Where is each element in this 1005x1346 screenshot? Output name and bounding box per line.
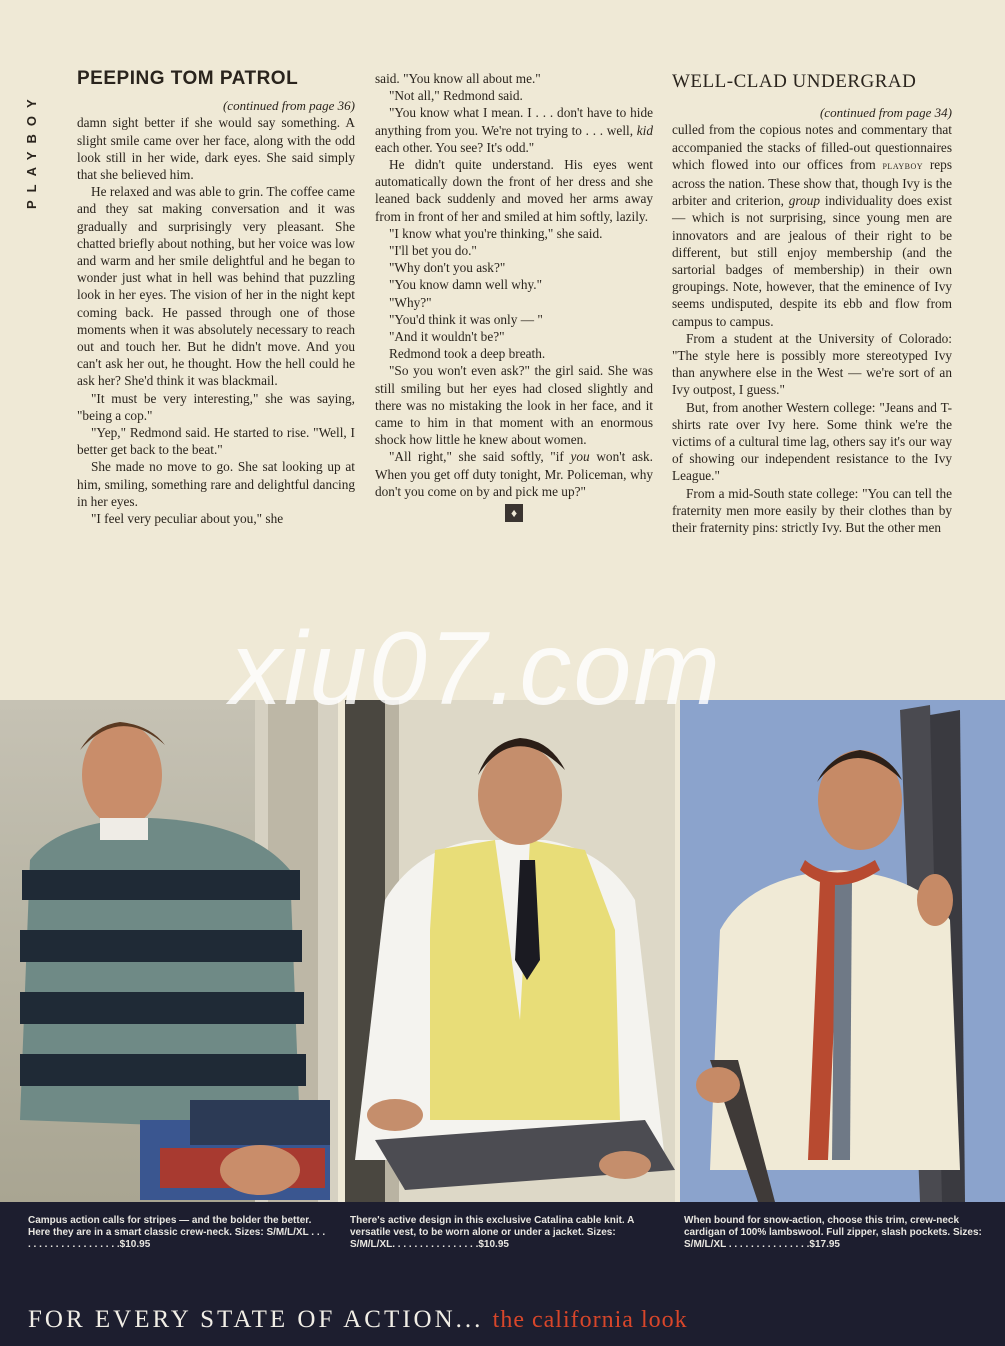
paragraph: "So you won't even ask?" the girl said. She was still smiling but her eyes had closed slightly and there was no mistaking the look in her face, and it came to him in that moment with an enormous shock how little he knew about women. — [375, 363, 653, 448]
paragraph: From a student at the University of Colorado: "The style here is possibly more stereotyped Ivy than anywhere else in the West — we're sort of an Ivy outpost, I guess." — [672, 330, 952, 398]
paragraph: "You know damn well why." — [389, 277, 543, 293]
paragraph: He relaxed and was able to grin. The coffee came and they sat making conversation and it was gradually and surprisingly very pleasant. She chatted briefly about nothing, but her voice was low and warm and her smile delightful and he began to wonder just what in hell was behind that puzzling look in her eyes. The vision of her in the night kept coming back. He passed through one of those moments when it was absolutely necessary to reach out and touch her. But he didn't move. And you can't ask her out, he thought. How the hell could he ask her? She'd think it was blackmail. — [77, 184, 355, 389]
paragraph: "You know what I mean. I . . . don't have to hide anything from you. We're not trying to . . . well, kid each other. You see? It's odd." — [375, 105, 653, 155]
paragraph: "I feel very peculiar about you," she — [91, 511, 284, 527]
paragraph: culled from the copious notes and commentary that accompanied the stacks of filled-out questionnaires which flowed into our offices from playboy reps across the nation. These show that, though Ivy is the arbiter and criterion, group individuality does exist — which is not surprising, since young men are innovators and are jealous of their right to be different, but still enjoy membership (and the sartorial badges of membership) in their own groupings. Note, however, that the eminence of Ivy seems undisputed, despite its ebb and flow from campus to campus. — [672, 122, 952, 329]
continued-note: (continued from page 34) — [819, 105, 952, 121]
paragraph: She made no move to go. She sat looking up at him, smiling, something rare and delightful dancing in her eyes. — [77, 459, 355, 509]
tagline-lead: FOR EVERY STATE OF ACTION... — [28, 1306, 484, 1333]
watermark: xiu07.com — [230, 611, 722, 727]
paragraph: "I know what you're thinking," she said. — [389, 225, 603, 241]
paragraph: "All right," she said softly, "if you won't ask. When you get off duty tonight, Mr. Policeman, why don't you come on by and pick me up?" — [375, 449, 653, 499]
paragraph: "Not all," Redmond said. — [389, 88, 523, 104]
photo-cable-knit-vest — [345, 700, 675, 1202]
caption-ski-cardigan: When bound for snow-action, choose this trim, crew-neck cardigan of 100% lambswool. Full zipper, slash pockets. Sizes: S/M/L/XL . . . . . . . . . . . . . . .$17.95 — [684, 1215, 982, 1250]
bunny-end-mark-icon: ♦ — [505, 504, 523, 522]
paragraph: He didn't quite understand. His eyes went automatically down the front of her dress and she leaned back suddenly and moved her arms away from in front of her and smiled at him softly, lazily. — [375, 157, 653, 224]
paragraph: "I'll bet you do." — [389, 243, 477, 259]
article-column-3 — [672, 70, 952, 536]
article-heading-peeping-tom: PEEPING TOM PATROL — [77, 68, 299, 89]
paragraph: "It must be very interesting," she was saying, "being a cop." — [77, 390, 355, 423]
paragraph: "Why don't you ask?" — [389, 260, 506, 276]
photo-striped-sweater — [0, 700, 338, 1202]
article-column-1 — [77, 70, 355, 527]
article-heading-well-clad: WELL-CLAD UNDERGRAD — [672, 71, 917, 92]
paragraph: "Why?" — [389, 294, 432, 310]
photo-ski-cardigan — [680, 700, 1005, 1202]
magazine-name: PLAYBOY — [24, 91, 39, 209]
paragraph: From a mid-South state college: "You can tell the fraternity men more easily by their clothes than by their fraternity pins: strictly Ivy. But the other men — [672, 485, 952, 536]
paragraph: damn sight better if she would say something. A slight smile came over her face, along with the odd look still in her wide, dark eyes. She said simply that she believed him. — [77, 115, 355, 183]
continued-note: (continued from page 36) — [222, 98, 355, 114]
caption-striped-sweater: Campus action calls for stripes — and the bolder the better. Here they are in a smart classic crew-neck. Sizes: S/M/L/XL . . . . . . . . . . . . . . . . . . . .$10.95 — [28, 1215, 326, 1250]
paragraph: "And it wouldn't be?" — [389, 329, 505, 345]
tagline-brand: the california look — [492, 1307, 688, 1333]
article-column-2 — [375, 70, 653, 522]
ad-tagline — [28, 1306, 998, 1334]
paragraph: said. "You know all about me." — [375, 71, 541, 86]
paragraph: But, from another Western college: "Jeans and T-shirts rate over Ivy here. Some think we're the victims of a cultural time lag, others say it's our way of showing our independent resistance to the Ivy League." — [672, 399, 952, 484]
paragraph: "Yep," Redmond said. He started to rise. "Well, I better get back to the beat." — [77, 425, 355, 458]
paragraph: "You'd think it was only — " — [389, 311, 543, 327]
paragraph: Redmond took a deep breath. — [389, 346, 546, 362]
caption-cable-knit-vest: There's active design in this exclusive Catalina cable knit. A versatile vest, to be worn alone or under a jacket. Sizes: S/M/L/XL. . . . . . . . . . . . . . . .$10.95 — [350, 1215, 634, 1250]
